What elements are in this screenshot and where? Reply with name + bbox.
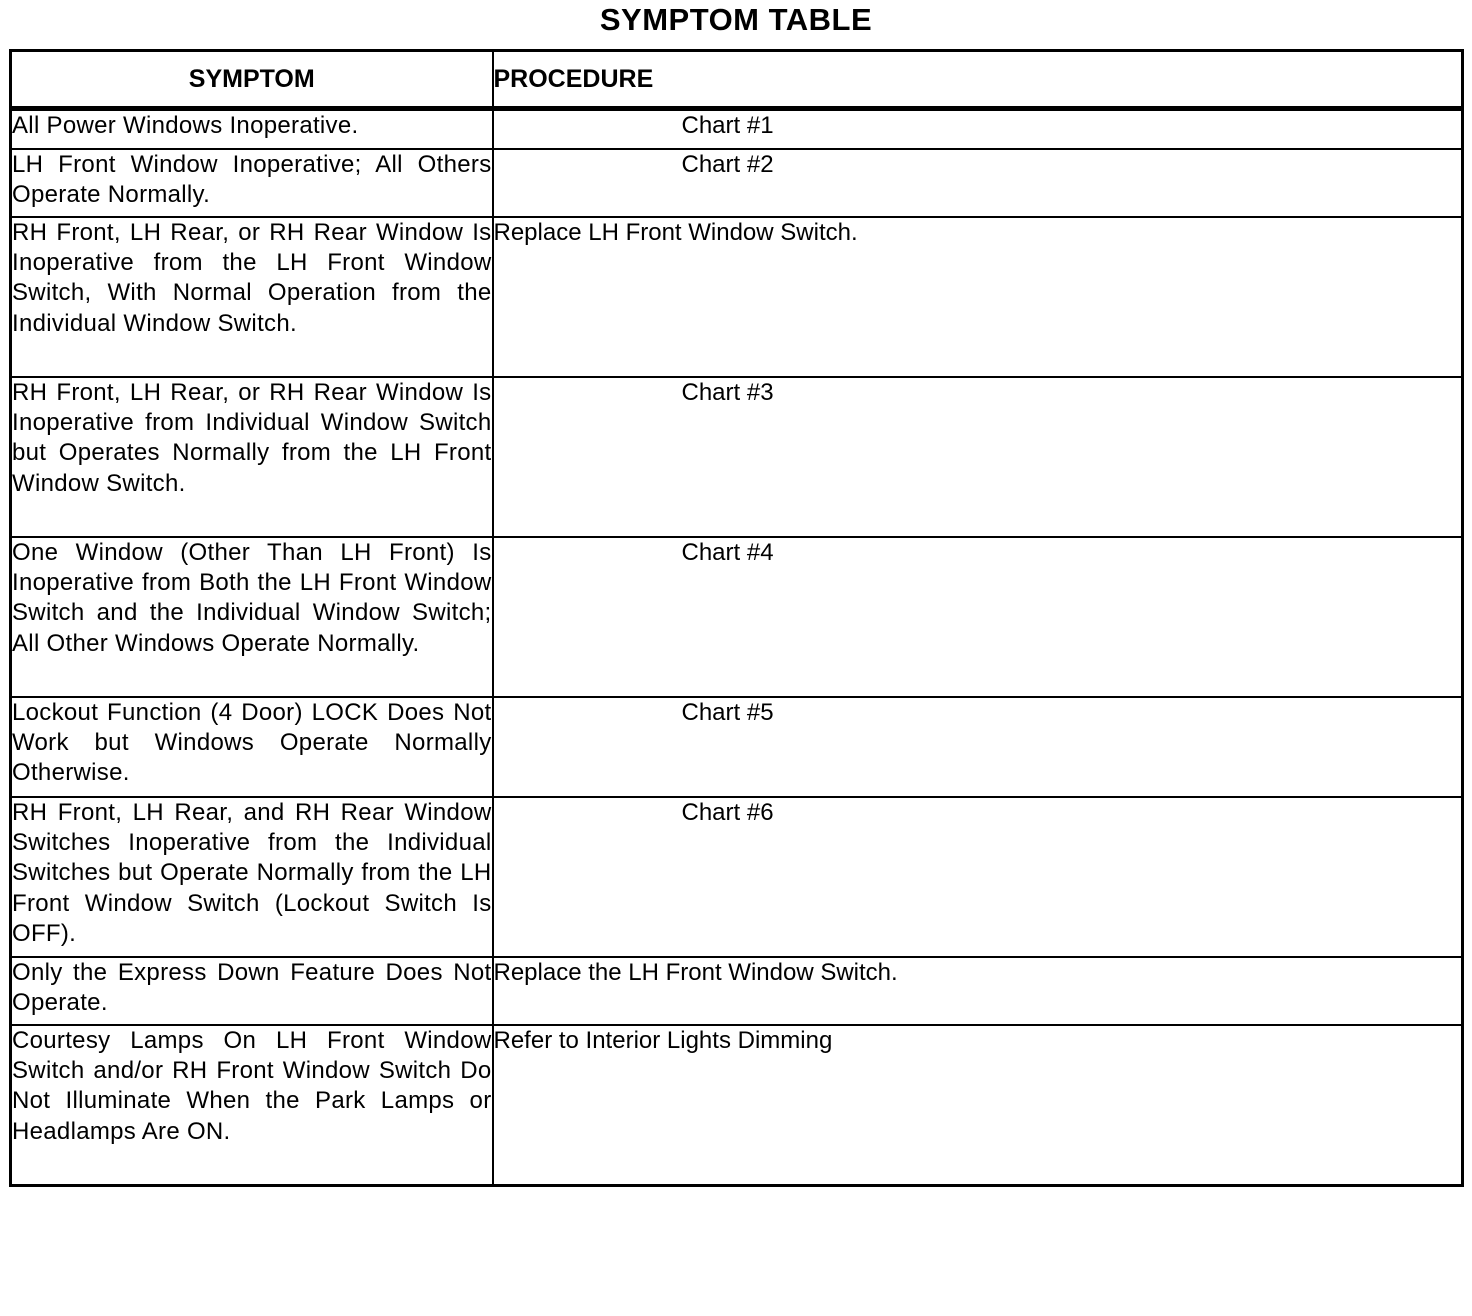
- procedure-cell: Chart #4: [493, 537, 1463, 697]
- symptom-table: [9, 49, 1464, 1187]
- procedure-cell: Chart #3: [493, 377, 1463, 537]
- symptom-cell: Courtesy Lamps On LH Front Window Switch and/or RH Front Window Switch Do Not Illuminate When the Park Lamps or Headlamps Are ON.: [11, 1025, 493, 1186]
- symptom-cell: One Window (Other Than LH Front) Is Inoperative from Both the LH Front Window Switch and the Individual Window Switch; All Other Windows Operate Normally.: [11, 537, 493, 697]
- column-header-symptom: SYMPTOM: [11, 51, 493, 109]
- symptom-cell: Lockout Function (4 Door) LOCK Does Not Work but Windows Operate Normally Otherwise.: [11, 697, 493, 797]
- table-row: [11, 797, 1463, 957]
- symptom-cell: RH Front, LH Rear, or RH Rear Window Is Inoperative from Individual Window Switch but Operates Normally from the LH Front Window Switch.: [11, 377, 493, 537]
- header-row: [11, 51, 1463, 109]
- table-row: [11, 109, 1463, 150]
- procedure-cell: Chart #5: [493, 697, 1463, 797]
- table-row: [11, 1025, 1463, 1186]
- table-row: [11, 377, 1463, 537]
- procedure-cell: Refer to Interior Lights Dimming: [493, 1025, 1463, 1186]
- table-row: [11, 957, 1463, 1025]
- table-row: [11, 149, 1463, 217]
- table-row: [11, 217, 1463, 377]
- table-row: [11, 697, 1463, 797]
- procedure-cell: Replace the LH Front Window Switch.: [493, 957, 1463, 1025]
- page-title: SYMPTOM TABLE: [599, 2, 873, 37]
- symptom-cell: RH Front, LH Rear, or RH Rear Window Is Inoperative from the LH Front Window Switch, With Normal Operation from the Individual Window Switch.: [11, 217, 493, 377]
- procedure-cell: Chart #2: [493, 149, 1463, 217]
- table-row: [11, 537, 1463, 697]
- symptom-cell: RH Front, LH Rear, and RH Rear Window Switches Inoperative from the Individual Switches but Operate Normally from the LH Front Window Switch (Lockout Switch Is OFF).: [11, 797, 493, 957]
- symptom-cell: All Power Windows Inoperative.: [11, 109, 493, 150]
- procedure-cell: Chart #1: [493, 109, 1463, 150]
- symptom-cell: Only the Express Down Feature Does Not Operate.: [11, 957, 493, 1025]
- column-header-procedure: PROCEDURE: [493, 51, 1463, 109]
- procedure-cell: Chart #6: [493, 797, 1463, 957]
- symptom-cell: LH Front Window Inoperative; All Others Operate Normally.: [11, 149, 493, 217]
- procedure-cell: Replace LH Front Window Switch.: [493, 217, 1463, 377]
